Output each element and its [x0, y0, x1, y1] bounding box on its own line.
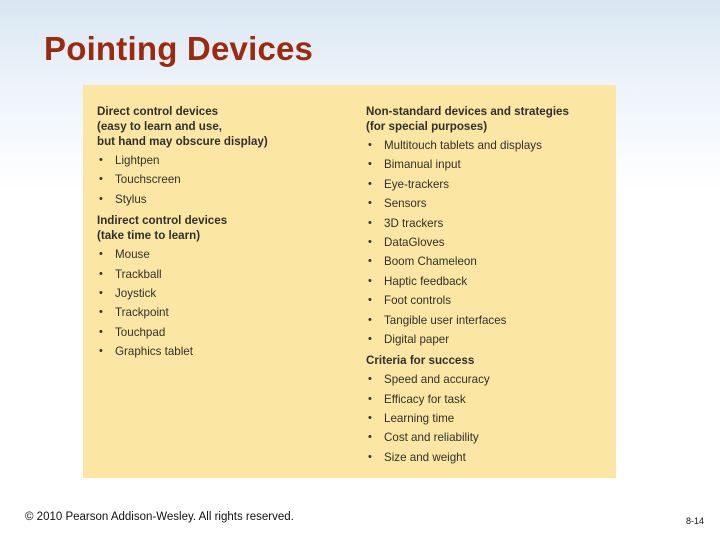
list-item: [366, 448, 606, 467]
list-item: [366, 155, 606, 174]
list-item-label: Digital paper: [384, 332, 450, 346]
list-item-label: Size and weight: [384, 450, 466, 464]
list-item-label: Stylus: [115, 192, 147, 206]
bullet-icon: •: [368, 139, 372, 151]
indirect-control-heading: [97, 213, 347, 243]
heading-line: (easy to learn and use,: [97, 120, 223, 133]
bullet-icon: •: [99, 267, 103, 280]
heading-line: Criteria for success: [366, 354, 475, 368]
page-number: 8-14: [686, 516, 705, 526]
list-item: [366, 311, 606, 330]
list-item: [97, 170, 347, 189]
list-item: [97, 323, 347, 342]
bullet-icon: •: [368, 412, 372, 425]
list-item: [366, 390, 606, 409]
bullet-icon: •: [368, 450, 372, 463]
criteria-section: [366, 353, 606, 467]
bullet-icon: •: [368, 235, 372, 248]
heading-line: Indirect control devices: [97, 214, 228, 228]
bullet-icon: •: [368, 216, 372, 229]
bullet-icon: •: [99, 306, 103, 319]
bullet-icon: •: [99, 173, 103, 186]
list-item: [366, 194, 606, 213]
nonstandard-heading: [366, 104, 606, 134]
list-item: [366, 272, 606, 291]
bullet-icon: •: [99, 325, 103, 338]
list-item: [366, 330, 606, 349]
list-item-label: Mouse: [115, 248, 150, 262]
list-item-label: Multitouch tablets and displays: [384, 139, 542, 152]
list-item: [366, 291, 606, 310]
list-item-label: Joystick: [115, 286, 157, 300]
list-item: [366, 428, 606, 447]
heading-line: (take time to learn): [97, 229, 201, 243]
list-item-label: 3D trackers: [384, 216, 444, 230]
list-item-label: Graphics tablet: [115, 345, 193, 359]
bullet-icon: •: [368, 177, 372, 190]
list-item-label: DataGloves: [384, 235, 445, 249]
bullet-icon: •: [99, 248, 103, 261]
bullet-icon: •: [368, 255, 372, 268]
bullet-icon: •: [368, 274, 372, 287]
direct-control-heading: [97, 104, 347, 149]
criteria-heading: [366, 353, 606, 368]
list-item-label: Boom Chameleon: [384, 255, 477, 269]
list-item: [366, 233, 606, 252]
list-item-label: Touchscreen: [115, 173, 181, 187]
bullet-icon: •: [368, 158, 372, 171]
direct-control-section: [97, 104, 347, 209]
list-item: [366, 136, 606, 155]
bullet-icon: •: [368, 392, 372, 405]
heading-line: but hand may obscure display): [97, 135, 268, 148]
slide-title: Pointing Devices: [44, 30, 314, 67]
left-column: [97, 104, 347, 362]
bullet-icon: •: [368, 313, 372, 326]
list-item-label: Cost and reliability: [384, 431, 479, 445]
nonstandard-section: [366, 104, 606, 349]
right-column: [366, 104, 606, 467]
list-item: [366, 214, 606, 233]
footer-copyright: © 2010 Pearson Addison-Wesley. All rights reserved.: [25, 511, 294, 523]
indirect-control-section: [97, 213, 347, 361]
indirect-control-list: [97, 245, 347, 361]
bullet-icon: •: [99, 345, 103, 358]
list-item: [366, 175, 606, 194]
list-item: [97, 265, 347, 284]
list-item: [97, 245, 347, 264]
list-item-label: Sensors: [384, 197, 427, 211]
heading-line: Non-standard devices and strategies: [366, 105, 569, 118]
bullet-icon: •: [368, 431, 372, 444]
nonstandard-list: [366, 136, 606, 349]
list-item-label: Haptic feedback: [384, 274, 468, 288]
bullet-icon: •: [368, 332, 372, 345]
list-item-label: Learning time: [384, 412, 455, 426]
heading-line: Direct control devices: [97, 105, 219, 118]
bullet-icon: •: [368, 373, 372, 386]
list-item-label: Trackball: [115, 267, 162, 281]
list-item-label: Lightpen: [115, 154, 160, 167]
list-item: [366, 409, 606, 428]
direct-control-list: [97, 151, 347, 209]
criteria-list: [366, 370, 606, 467]
list-item: [97, 303, 347, 322]
list-item-label: Touchpad: [115, 325, 166, 339]
bullet-icon: •: [99, 154, 103, 166]
bullet-icon: •: [99, 192, 103, 205]
content-panel: [83, 85, 616, 478]
list-item-label: Bimanual input: [384, 158, 461, 172]
list-item: [97, 190, 347, 209]
list-item-label: Eye-trackers: [384, 177, 450, 191]
bullet-icon: •: [368, 197, 372, 210]
list-item-label: Efficacy for task: [384, 392, 466, 406]
heading-line: (for special purposes): [366, 120, 488, 133]
list-item-label: Foot controls: [384, 294, 452, 308]
list-item: [366, 370, 606, 389]
list-item: [97, 151, 347, 170]
list-item: [97, 342, 347, 361]
list-item-label: Trackpoint: [115, 306, 169, 320]
list-item: [97, 284, 347, 303]
list-item-label: Tangible user interfaces: [384, 313, 507, 327]
list-item: [366, 252, 606, 271]
bullet-icon: •: [368, 294, 372, 307]
list-item-label: Speed and accuracy: [384, 373, 490, 387]
bullet-icon: •: [99, 286, 103, 299]
